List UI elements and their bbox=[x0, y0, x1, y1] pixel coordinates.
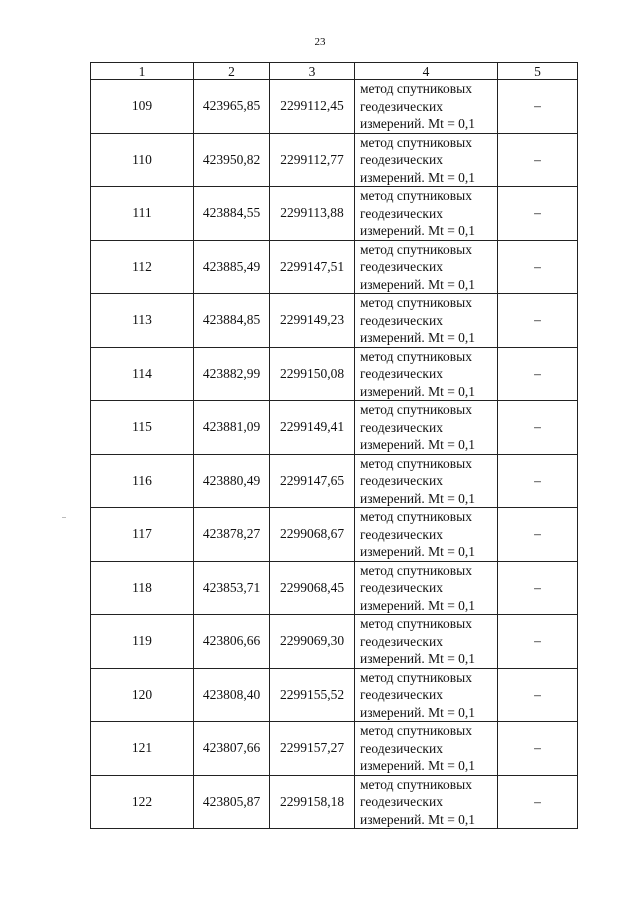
table-row bbox=[91, 347, 578, 401]
x-coordinate-cell: 423884,85 bbox=[194, 294, 270, 348]
y-coordinate-cell: 2299069,30 bbox=[270, 615, 355, 669]
method-line: метод спутниковых bbox=[360, 81, 472, 96]
point-number-cell: 119 bbox=[91, 615, 194, 669]
method-line: геодезических bbox=[360, 794, 443, 809]
method-line: измерений. Mt = 0,1 bbox=[360, 811, 476, 827]
method-line: геодезических bbox=[360, 526, 443, 542]
table-row bbox=[91, 80, 578, 134]
method-line: измерений. Mt = 0,1 bbox=[360, 437, 476, 452]
table-row bbox=[91, 775, 578, 829]
method-cell bbox=[355, 240, 498, 294]
method-line: геодезических bbox=[360, 205, 443, 221]
column-header-4: 4 bbox=[355, 63, 498, 80]
method-cell bbox=[355, 561, 498, 615]
note-cell: – bbox=[498, 294, 578, 348]
method-line: измерений. Mt = 0,1 bbox=[360, 651, 476, 666]
point-number-cell: 121 bbox=[91, 722, 194, 776]
table-row bbox=[91, 561, 578, 615]
note-cell: – bbox=[498, 561, 578, 615]
method-line: метод спутниковых bbox=[360, 562, 472, 578]
method-line: метод спутниковых bbox=[360, 241, 472, 257]
column-header-1: 1 bbox=[91, 63, 194, 80]
table-row bbox=[91, 187, 578, 241]
note-cell: – bbox=[498, 722, 578, 776]
method-line: геодезических bbox=[360, 740, 443, 756]
method-line: геодезических bbox=[360, 473, 443, 488]
method-line: измерений. Mt = 0,1 bbox=[360, 223, 476, 238]
method-line: измерений. Mt = 0,1 bbox=[360, 169, 476, 185]
table-row bbox=[91, 133, 578, 187]
point-number-cell: 109 bbox=[91, 80, 194, 134]
x-coordinate-cell: 423808,40 bbox=[194, 668, 270, 722]
method-cell bbox=[355, 401, 498, 455]
x-coordinate-cell: 423965,85 bbox=[194, 80, 270, 134]
x-coordinate-cell: 423884,55 bbox=[194, 187, 270, 241]
method-line: измерений. Mt = 0,1 bbox=[360, 758, 476, 773]
method-cell bbox=[355, 615, 498, 669]
margin-mark bbox=[62, 517, 66, 518]
x-coordinate-cell: 423853,71 bbox=[194, 561, 270, 615]
note-cell: – bbox=[498, 668, 578, 722]
method-line: метод спутниковых bbox=[360, 402, 472, 417]
point-number-cell: 114 bbox=[91, 347, 194, 401]
method-line: измерений. Mt = 0,1 bbox=[360, 116, 476, 131]
method-cell bbox=[355, 187, 498, 241]
point-number-cell: 111 bbox=[91, 187, 194, 241]
method-line: метод спутниковых bbox=[360, 776, 472, 792]
method-line: метод спутниковых bbox=[360, 348, 472, 364]
column-header-5: 5 bbox=[498, 63, 578, 80]
method-line: метод спутниковых bbox=[360, 509, 472, 524]
note-cell: – bbox=[498, 347, 578, 401]
note-cell: – bbox=[498, 775, 578, 829]
table-row bbox=[91, 615, 578, 669]
method-line: измерений. Mt = 0,1 bbox=[360, 330, 476, 345]
y-coordinate-cell: 2299068,45 bbox=[270, 561, 355, 615]
x-coordinate-cell: 423806,66 bbox=[194, 615, 270, 669]
note-cell: – bbox=[498, 508, 578, 562]
method-line: измерений. Mt = 0,1 bbox=[360, 597, 476, 613]
table-row bbox=[91, 240, 578, 294]
x-coordinate-cell: 423950,82 bbox=[194, 133, 270, 187]
y-coordinate-cell: 2299157,27 bbox=[270, 722, 355, 776]
x-coordinate-cell: 423807,66 bbox=[194, 722, 270, 776]
method-cell bbox=[355, 294, 498, 348]
method-line: геодезических bbox=[360, 419, 443, 435]
x-coordinate-cell: 423805,87 bbox=[194, 775, 270, 829]
y-coordinate-cell: 2299147,51 bbox=[270, 240, 355, 294]
method-cell bbox=[355, 347, 498, 401]
method-line: геодезических bbox=[360, 366, 443, 381]
point-number-cell: 112 bbox=[91, 240, 194, 294]
column-header-3: 3 bbox=[270, 63, 355, 80]
y-coordinate-cell: 2299155,52 bbox=[270, 668, 355, 722]
method-line: метод спутниковых bbox=[360, 616, 472, 631]
note-cell: – bbox=[498, 240, 578, 294]
method-line: измерений. Mt = 0,1 bbox=[360, 490, 476, 506]
point-number-cell: 120 bbox=[91, 668, 194, 722]
method-cell bbox=[355, 80, 498, 134]
method-line: геодезических bbox=[360, 152, 443, 167]
y-coordinate-cell: 2299149,23 bbox=[270, 294, 355, 348]
table-row bbox=[91, 294, 578, 348]
method-cell bbox=[355, 668, 498, 722]
method-cell bbox=[355, 454, 498, 508]
method-line: геодезических bbox=[360, 633, 443, 649]
point-number-cell: 117 bbox=[91, 508, 194, 562]
method-line: измерений. Mt = 0,1 bbox=[360, 383, 476, 399]
y-coordinate-cell: 2299147,65 bbox=[270, 454, 355, 508]
table-row bbox=[91, 722, 578, 776]
method-line: геодезических bbox=[360, 312, 443, 328]
method-line: измерений. Mt = 0,1 bbox=[360, 544, 476, 559]
point-number-cell: 115 bbox=[91, 401, 194, 455]
method-line: метод спутниковых bbox=[360, 134, 472, 150]
note-cell: – bbox=[498, 133, 578, 187]
note-cell: – bbox=[498, 401, 578, 455]
note-cell: – bbox=[498, 615, 578, 669]
y-coordinate-cell: 2299068,67 bbox=[270, 508, 355, 562]
method-line: геодезических bbox=[360, 259, 443, 274]
method-line: измерений. Mt = 0,1 bbox=[360, 276, 476, 292]
point-number-cell: 118 bbox=[91, 561, 194, 615]
table-header-row bbox=[91, 63, 578, 80]
point-number-cell: 122 bbox=[91, 775, 194, 829]
method-line: метод спутниковых bbox=[360, 455, 472, 471]
y-coordinate-cell: 2299113,88 bbox=[270, 187, 355, 241]
page-number: 23 bbox=[314, 36, 326, 48]
method-cell bbox=[355, 775, 498, 829]
table-row bbox=[91, 454, 578, 508]
note-cell: – bbox=[498, 454, 578, 508]
method-line: измерений. Mt = 0,1 bbox=[360, 704, 476, 720]
x-coordinate-cell: 423880,49 bbox=[194, 454, 270, 508]
y-coordinate-cell: 2299150,08 bbox=[270, 347, 355, 401]
column-header-2: 2 bbox=[194, 63, 270, 80]
method-line: геодезических bbox=[360, 98, 443, 114]
method-line: геодезических bbox=[360, 580, 443, 595]
x-coordinate-cell: 423881,09 bbox=[194, 401, 270, 455]
y-coordinate-cell: 2299158,18 bbox=[270, 775, 355, 829]
method-line: метод спутниковых bbox=[360, 669, 472, 685]
method-cell bbox=[355, 722, 498, 776]
y-coordinate-cell: 2299112,77 bbox=[270, 133, 355, 187]
y-coordinate-cell: 2299112,45 bbox=[270, 80, 355, 134]
point-number-cell: 116 bbox=[91, 454, 194, 508]
point-number-cell: 110 bbox=[91, 133, 194, 187]
table-row bbox=[91, 401, 578, 455]
y-coordinate-cell: 2299149,41 bbox=[270, 401, 355, 455]
x-coordinate-cell: 423878,27 bbox=[194, 508, 270, 562]
table-row bbox=[91, 508, 578, 562]
method-cell bbox=[355, 508, 498, 562]
method-line: метод спутниковых bbox=[360, 723, 472, 738]
note-cell: – bbox=[498, 80, 578, 134]
table-body bbox=[91, 80, 578, 829]
method-cell bbox=[355, 133, 498, 187]
note-cell: – bbox=[498, 187, 578, 241]
method-line: геодезических bbox=[360, 687, 443, 702]
method-line: метод спутниковых bbox=[360, 188, 472, 203]
x-coordinate-cell: 423882,99 bbox=[194, 347, 270, 401]
x-coordinate-cell: 423885,49 bbox=[194, 240, 270, 294]
coordinates-table bbox=[90, 62, 578, 829]
table-row bbox=[91, 668, 578, 722]
method-line: метод спутниковых bbox=[360, 295, 472, 310]
point-number-cell: 113 bbox=[91, 294, 194, 348]
